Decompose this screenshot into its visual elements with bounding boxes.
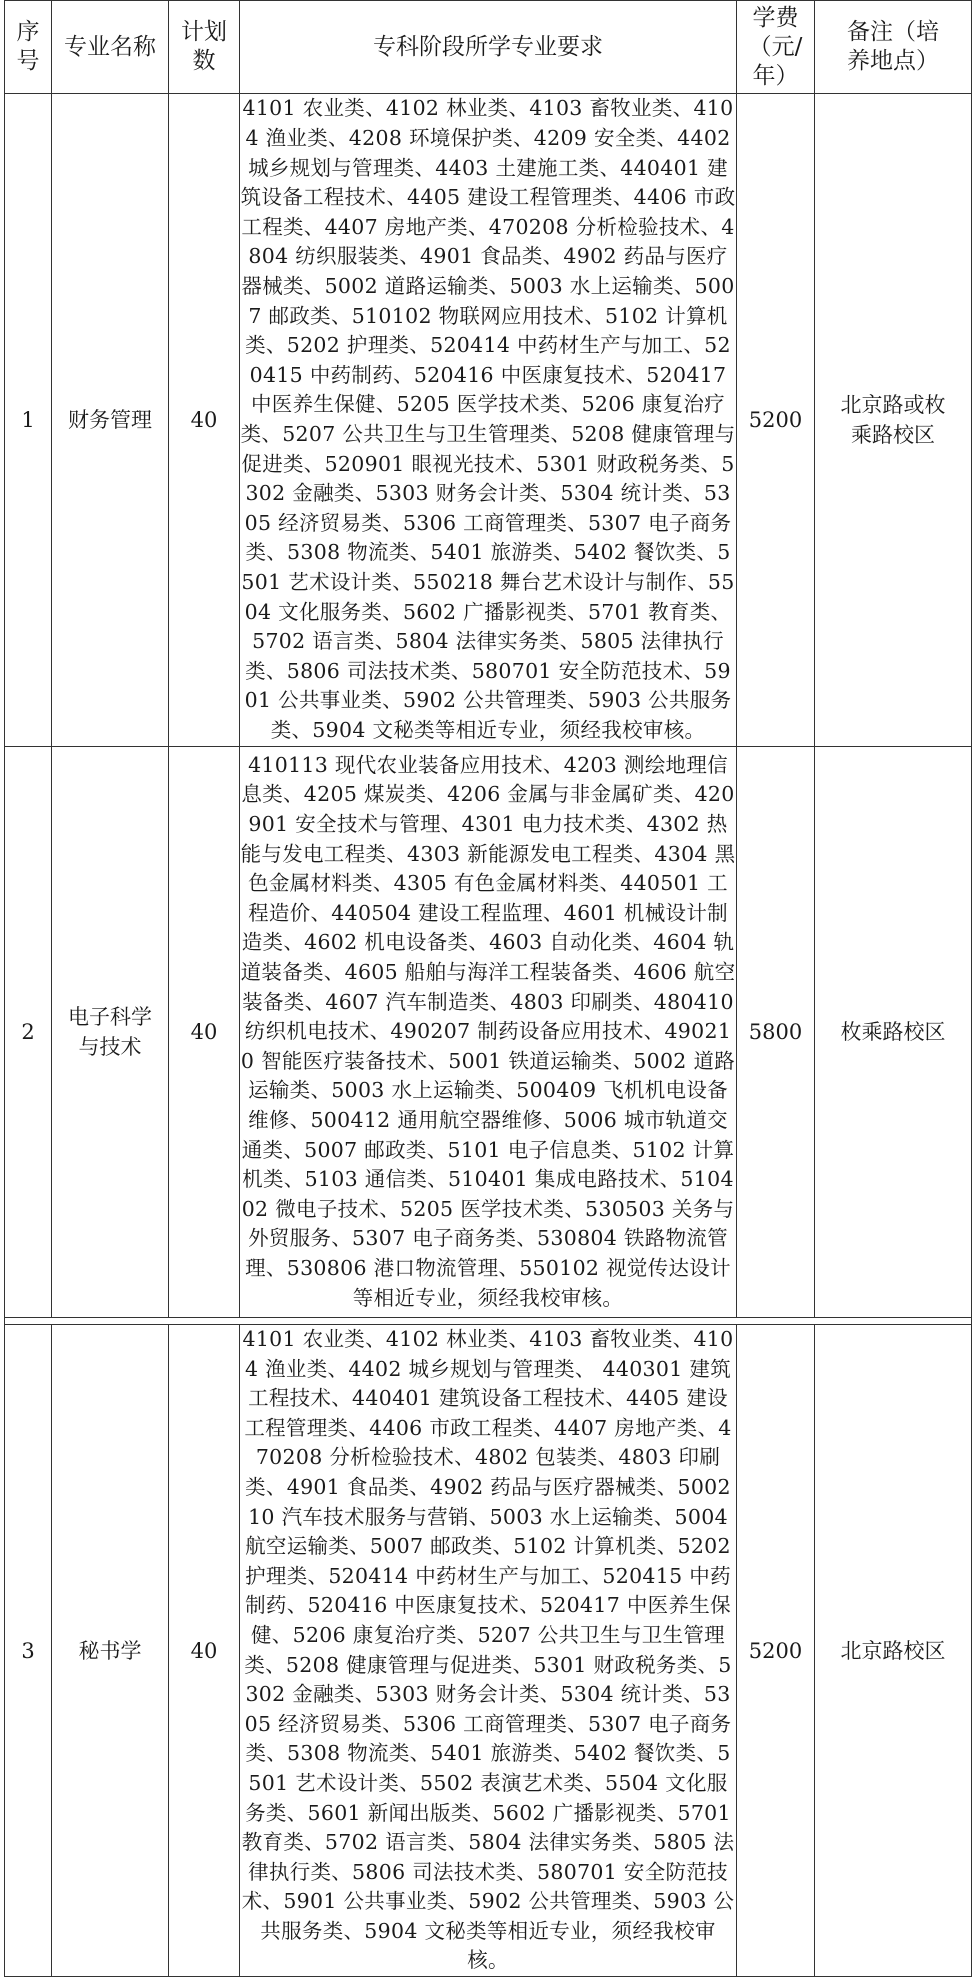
table-row bbox=[5, 94, 972, 747]
major-name-text: 财务管理 bbox=[68, 408, 152, 432]
admissions-table bbox=[4, 0, 972, 1977]
header-note: 备注（培养地点） bbox=[815, 1, 972, 94]
row-plan-count: 40 bbox=[169, 1325, 240, 1977]
table-row bbox=[5, 1325, 972, 1977]
row-tuition: 5200 bbox=[737, 94, 815, 747]
row-index: 1 bbox=[5, 94, 52, 747]
row-requirement: 410113 现代农业装备应用技术、4203 测绘地理信息类、4205 煤炭类、4206 金属与非金属矿类、420901 安全技术与管理、4301 电力技术类、4302 热能与发电工程类、4303 新能源发电工程类、4304 黑色金属材料类、4305 有色金属材料类、440501 工程造价、440504 建设工程监理、4601 机械设计制造类、4602 机电设备类、4603 自动化类、4604 轨道装备类、4605 船舶与海洋工程装备类、4606 航空装备类、4607 汽车制造类、4803 印刷类、480410 纺织机电技术、490207 制药设备应用技术、490210 智能医疗装备技术、5001 铁道运输类、5002 道路运输类、5003 水上运输类、500409 飞机机电设备维修、500412 通用航空器维修、5006 城市轨道交通类、5007 邮政类、5101 电子信息类、5102 计算机类、5103 通信类、510401 集成电路技术、510402 微电子技术、5205 医学技术类、530503 关务与外贸服务、5307 电子商务类、530804 铁路物流管理、530806 港口物流管理、550102 视觉传达设计等相近专业，须经我校审核。 bbox=[240, 747, 737, 1318]
row-plan-count: 40 bbox=[169, 747, 240, 1318]
table-row bbox=[5, 747, 972, 1318]
row-index: 2 bbox=[5, 747, 52, 1318]
note-text: 枚乘路校区 bbox=[840, 1020, 946, 1044]
row-plan-count: 40 bbox=[169, 94, 240, 747]
row-tuition: 5800 bbox=[737, 747, 815, 1318]
note-text: 北京路或枚乘路校区 bbox=[840, 393, 946, 447]
table-gap bbox=[5, 1318, 972, 1325]
header-index: 序号 bbox=[5, 1, 52, 94]
row-major-name bbox=[52, 94, 169, 747]
row-major-name bbox=[52, 747, 169, 1318]
header-major-name: 专业名称 bbox=[52, 1, 169, 94]
row-note bbox=[815, 1325, 972, 1977]
row-tuition: 5200 bbox=[737, 1325, 815, 1977]
header-plan-count: 计划数 bbox=[169, 1, 240, 94]
row-index: 3 bbox=[5, 1325, 52, 1977]
header-requirement: 专科阶段所学专业要求 bbox=[240, 1, 737, 94]
header-tuition: 学费（元/年） bbox=[737, 1, 815, 94]
header-row bbox=[5, 1, 972, 94]
row-note bbox=[815, 747, 972, 1318]
row-requirement: 4101 农业类、4102 林业类、4103 畜牧业类、4104 渔业类、4208 环境保护类、4209 安全类、4402 城乡规划与管理类、4403 土建施工类、440401 建筑设备工程技术、4405 建设工程管理类、4406 市政工程类、4407 房地产类、470208 分析检验技术、4804 纺织服装类、4901 食品类、4902 药品与医疗器械类、5002 道路运输类、5003 水上运输类、5007 邮政类、510102 物联网应用技术、5102 计算机类、5202 护理类、520414 中药材生产与加工、520415 中药制药、520416 中医康复技术、520417 中医养生保健、5205 医学技术类、5206 康复治疗类、5207 公共卫生与卫生管理类、5208 健康管理与促进类、520901 眼视光技术、5301 财政税务类、5302 金融类、5303 财务会计类、5304 统计类、5305 经济贸易类、5306 工商管理类、5307 电子商务类、5308 物流类、5401 旅游类、5402 餐饮类、5501 艺术设计类、550218 舞台艺术设计与制作、5504 文化服务类、5602 广播影视类、5701 教育类、5702 语言类、5804 法律实务类、5805 法律执行类、5806 司法技术类、580701 安全防范技术、5901 公共事业类、5902 公共管理类、5903 公共服务类、5904 文秘类等相近专业，须经我校审核。 bbox=[240, 94, 737, 747]
major-name-text: 秘书学 bbox=[78, 1638, 142, 1663]
row-requirement: 4101 农业类、4102 林业类、4103 畜牧业类、4104 渔业类、4402 城乡规划与管理类、 440301 建筑工程技术、440401 建筑设备工程技术、4405 建设工程管理类、4406 市政工程类、4407 房地产类、470208 分析检验技术、4802 包装类、4803 印刷类、4901 食品类、4902 药品与医疗器械类、500210 汽车技术服务与营销、5003 水上运输类、5004 航空运输类、5007 邮政类、5102 计算机类、5202 护理类、520414 中药材生产与加工、520415 中药制药、520416 中医康复技术、520417 中医养生保健、5206 康复治疗类、5207 公共卫生与卫生管理类、5208 健康管理与促进类、5301 财政税务类、5302 金融类、5303 财务会计类、5304 统计类、5305 经济贸易类、5306 工商管理类、5307 电子商务类、5308 物流类、5401 旅游类、5402 餐饮类、5501 艺术设计类、5502 表演艺术类、5504 文化服务类、5601 新闻出版类、5602 广播影视类、5701 教育类、5702 语言类、5804 法律实务类、5805 法律执行类、5806 司法技术类、580701 安全防范技术、5901 公共事业类、5902 公共管理类、5903 公共服务类、5904 文秘类等相近专业，须经我校审核。 bbox=[240, 1325, 737, 1977]
row-major-name bbox=[52, 1325, 169, 1977]
row-note bbox=[815, 94, 972, 747]
major-name-text: 电子科学与技术 bbox=[68, 1005, 152, 1059]
note-text: 北京路校区 bbox=[840, 1638, 946, 1663]
